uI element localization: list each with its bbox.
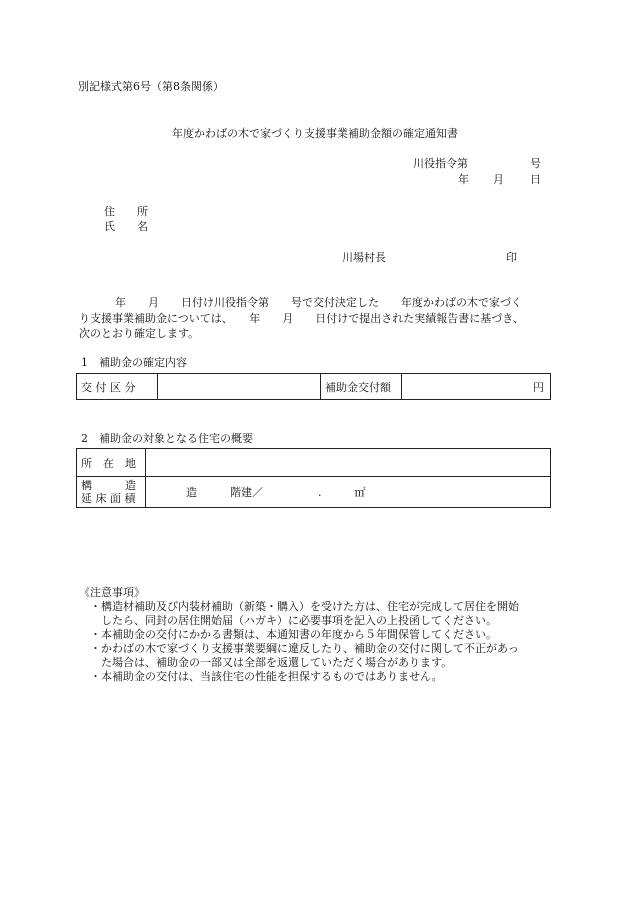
note-item: ・かわばの木で家づくり支援事業要綱に違反したり、補助金の交付に関して不正があっ bbox=[90, 642, 519, 655]
category-value-cell bbox=[158, 374, 321, 400]
body-line-2: り支援事業補助金については、 年 月 日付けで提出された実績報告書に基づき、 bbox=[79, 312, 524, 325]
structure-floor-area-label bbox=[77, 477, 146, 508]
grant-amount-label: 補助金交付額 bbox=[321, 374, 402, 400]
form-id: 別記様式第6号（第8条関係） bbox=[78, 80, 224, 93]
section-2-heading: 2 補助金の対象となる住宅の概要 bbox=[81, 432, 253, 445]
floor-area-label: 延 床 面 積 bbox=[81, 492, 136, 506]
note-item: したら、同封の居住開始届（ハガキ）に必要事項を記入の上投函してください。 bbox=[90, 614, 497, 627]
notes-heading: 《注意事項》 bbox=[79, 586, 145, 599]
recipient-address-label: 住 所 bbox=[104, 205, 148, 218]
body-line-1: 年 月 日付け川役指令第 号で交付決定した 年度かわばの木で家づく bbox=[115, 296, 522, 309]
note-item: た場合は、補助金の一部又は全部を返還していただく場合があります。 bbox=[90, 656, 453, 669]
issuer-name: 川場村長 bbox=[342, 251, 386, 264]
date-year: 年 bbox=[458, 173, 469, 186]
location-label: 所 在 地 bbox=[77, 449, 146, 477]
structure-label: 構 造 bbox=[81, 479, 136, 493]
structure-value: 造 階建／ . ㎡ bbox=[146, 477, 551, 508]
section-1-heading: 1 補助金の確定内容 bbox=[81, 356, 187, 369]
note-item: ・本補助金の交付にかかる書類は、本通知書の年度から５年間保管してください。 bbox=[90, 628, 497, 641]
grant-amount-currency: 円 bbox=[402, 374, 551, 400]
location-value-cell bbox=[146, 449, 551, 477]
date-day: 日 bbox=[530, 173, 541, 186]
house-overview-table bbox=[76, 448, 551, 508]
recipient-name-label: 氏 名 bbox=[104, 220, 148, 233]
notes-list bbox=[90, 600, 519, 684]
doc-number-suffix: 号 bbox=[530, 157, 541, 170]
document-title: 年度かわばの木で家づくり支援事業補助金額の確定通知書 bbox=[172, 127, 458, 140]
grant-amount-table bbox=[76, 373, 551, 400]
issuer-seal: 印 bbox=[506, 251, 517, 264]
category-label: 交 付 区 分 bbox=[77, 374, 158, 400]
date-month: 月 bbox=[493, 173, 504, 186]
note-item: ・本補助金の交付は、当該住宅の性能を担保するものではありません。 bbox=[90, 670, 443, 683]
note-item: ・構造材補助及び内装材補助（新築・購入）を受けた方は、住宅が完成して居住を開始 bbox=[90, 600, 519, 613]
doc-number-label: 川役指令第 bbox=[413, 157, 468, 170]
body-line-3: 次のとおり確定します。 bbox=[79, 327, 200, 340]
